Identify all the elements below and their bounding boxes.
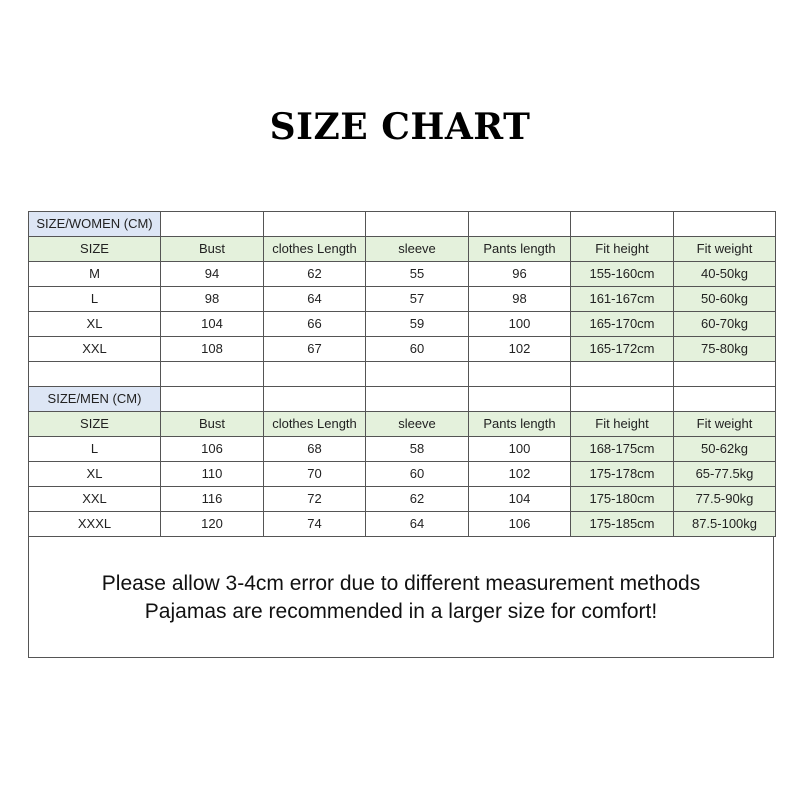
table-row — [29, 462, 776, 487]
table-cell: XL — [29, 312, 161, 337]
table-cell: 102 — [469, 462, 571, 487]
table-row — [29, 312, 776, 337]
table-cell: 55 — [366, 262, 469, 287]
table-cell: 110 — [161, 462, 264, 487]
men-section-label: SIZE/MEN (CM) — [29, 387, 161, 412]
table-cell: 64 — [264, 287, 366, 312]
men-section-row — [29, 387, 776, 412]
table-cell: 62 — [366, 487, 469, 512]
blank-cell — [29, 362, 161, 387]
table-cell: 155-160cm — [571, 262, 674, 287]
table-row — [29, 487, 776, 512]
column-header: Bust — [161, 412, 264, 437]
blank-cell — [161, 387, 264, 412]
blank-cell — [571, 212, 674, 237]
table-cell: 70 — [264, 462, 366, 487]
table-cell: 98 — [161, 287, 264, 312]
table-cell: 96 — [469, 262, 571, 287]
table-row — [29, 437, 776, 462]
blank-cell — [264, 362, 366, 387]
table-cell: 108 — [161, 337, 264, 362]
table-cell: 60 — [366, 337, 469, 362]
women-section-label: SIZE/WOMEN (CM) — [29, 212, 161, 237]
blank-cell — [469, 387, 571, 412]
table-row — [29, 512, 776, 537]
column-header: Fit height — [571, 412, 674, 437]
table-cell: 66 — [264, 312, 366, 337]
blank-cell — [264, 387, 366, 412]
blank-cell — [366, 212, 469, 237]
page-title: SIZE CHART — [269, 106, 531, 148]
table-cell: 120 — [161, 512, 264, 537]
table-cell: 67 — [264, 337, 366, 362]
size-table-body — [29, 212, 776, 537]
men-header-row — [29, 412, 776, 437]
table-cell: 74 — [264, 512, 366, 537]
table-cell: 104 — [161, 312, 264, 337]
spacer-row — [29, 362, 776, 387]
table-cell: L — [29, 287, 161, 312]
table-cell: 65-77.5kg — [674, 462, 776, 487]
table-cell: 102 — [469, 337, 571, 362]
table-cell: 165-172cm — [571, 337, 674, 362]
column-header: Fit weight — [674, 412, 776, 437]
table-row — [29, 262, 776, 287]
table-row — [29, 337, 776, 362]
column-header: sleeve — [366, 237, 469, 262]
table-cell: 168-175cm — [571, 437, 674, 462]
blank-cell — [674, 362, 776, 387]
note-size-recommendation: Pajamas are recommended in a larger size for comfort! — [144, 600, 658, 623]
size-table — [28, 211, 776, 537]
note-measurement-error: Please allow 3-4cm error due to different measurement methods — [101, 572, 701, 595]
table-cell: 161-167cm — [571, 287, 674, 312]
table-cell: 60 — [366, 462, 469, 487]
blank-cell — [571, 362, 674, 387]
column-header: Bust — [161, 237, 264, 262]
column-header: SIZE — [29, 237, 161, 262]
table-cell: 62 — [264, 262, 366, 287]
column-header: Pants length — [469, 237, 571, 262]
blank-cell — [366, 387, 469, 412]
table-cell: 165-170cm — [571, 312, 674, 337]
blank-cell — [264, 212, 366, 237]
table-cell: 104 — [469, 487, 571, 512]
table-cell: 58 — [366, 437, 469, 462]
column-header: Pants length — [469, 412, 571, 437]
table-cell: 175-185cm — [571, 512, 674, 537]
column-header: Fit height — [571, 237, 674, 262]
table-cell: 106 — [161, 437, 264, 462]
table-cell: 116 — [161, 487, 264, 512]
table-cell: L — [29, 437, 161, 462]
table-cell: M — [29, 262, 161, 287]
table-cell: XXL — [29, 337, 161, 362]
table-cell: 175-178cm — [571, 462, 674, 487]
blank-cell — [571, 387, 674, 412]
blank-cell — [674, 387, 776, 412]
table-cell: 40-50kg — [674, 262, 776, 287]
blank-cell — [366, 362, 469, 387]
table-cell: 100 — [469, 312, 571, 337]
table-cell: 72 — [264, 487, 366, 512]
table-cell: 94 — [161, 262, 264, 287]
column-header: clothes Length — [264, 237, 366, 262]
table-cell: 98 — [469, 287, 571, 312]
table-cell: 106 — [469, 512, 571, 537]
blank-cell — [674, 212, 776, 237]
table-cell: 59 — [366, 312, 469, 337]
column-header: Fit weight — [674, 237, 776, 262]
table-cell: XXL — [29, 487, 161, 512]
table-cell: XXXL — [29, 512, 161, 537]
column-header: sleeve — [366, 412, 469, 437]
table-cell: 77.5-90kg — [674, 487, 776, 512]
table-cell: 64 — [366, 512, 469, 537]
table-cell: 50-62kg — [674, 437, 776, 462]
table-cell: XL — [29, 462, 161, 487]
notes — [28, 570, 774, 626]
blank-cell — [161, 212, 264, 237]
table-cell: 57 — [366, 287, 469, 312]
table-cell: 75-80kg — [674, 337, 776, 362]
table-cell: 68 — [264, 437, 366, 462]
table-cell: 60-70kg — [674, 312, 776, 337]
column-header: clothes Length — [264, 412, 366, 437]
table-row — [29, 287, 776, 312]
women-section-row — [29, 212, 776, 237]
blank-cell — [469, 362, 571, 387]
table-cell: 175-180cm — [571, 487, 674, 512]
blank-cell — [469, 212, 571, 237]
blank-cell — [161, 362, 264, 387]
women-header-row — [29, 237, 776, 262]
table-cell: 87.5-100kg — [674, 512, 776, 537]
table-cell: 50-60kg — [674, 287, 776, 312]
column-header: SIZE — [29, 412, 161, 437]
table-cell: 100 — [469, 437, 571, 462]
